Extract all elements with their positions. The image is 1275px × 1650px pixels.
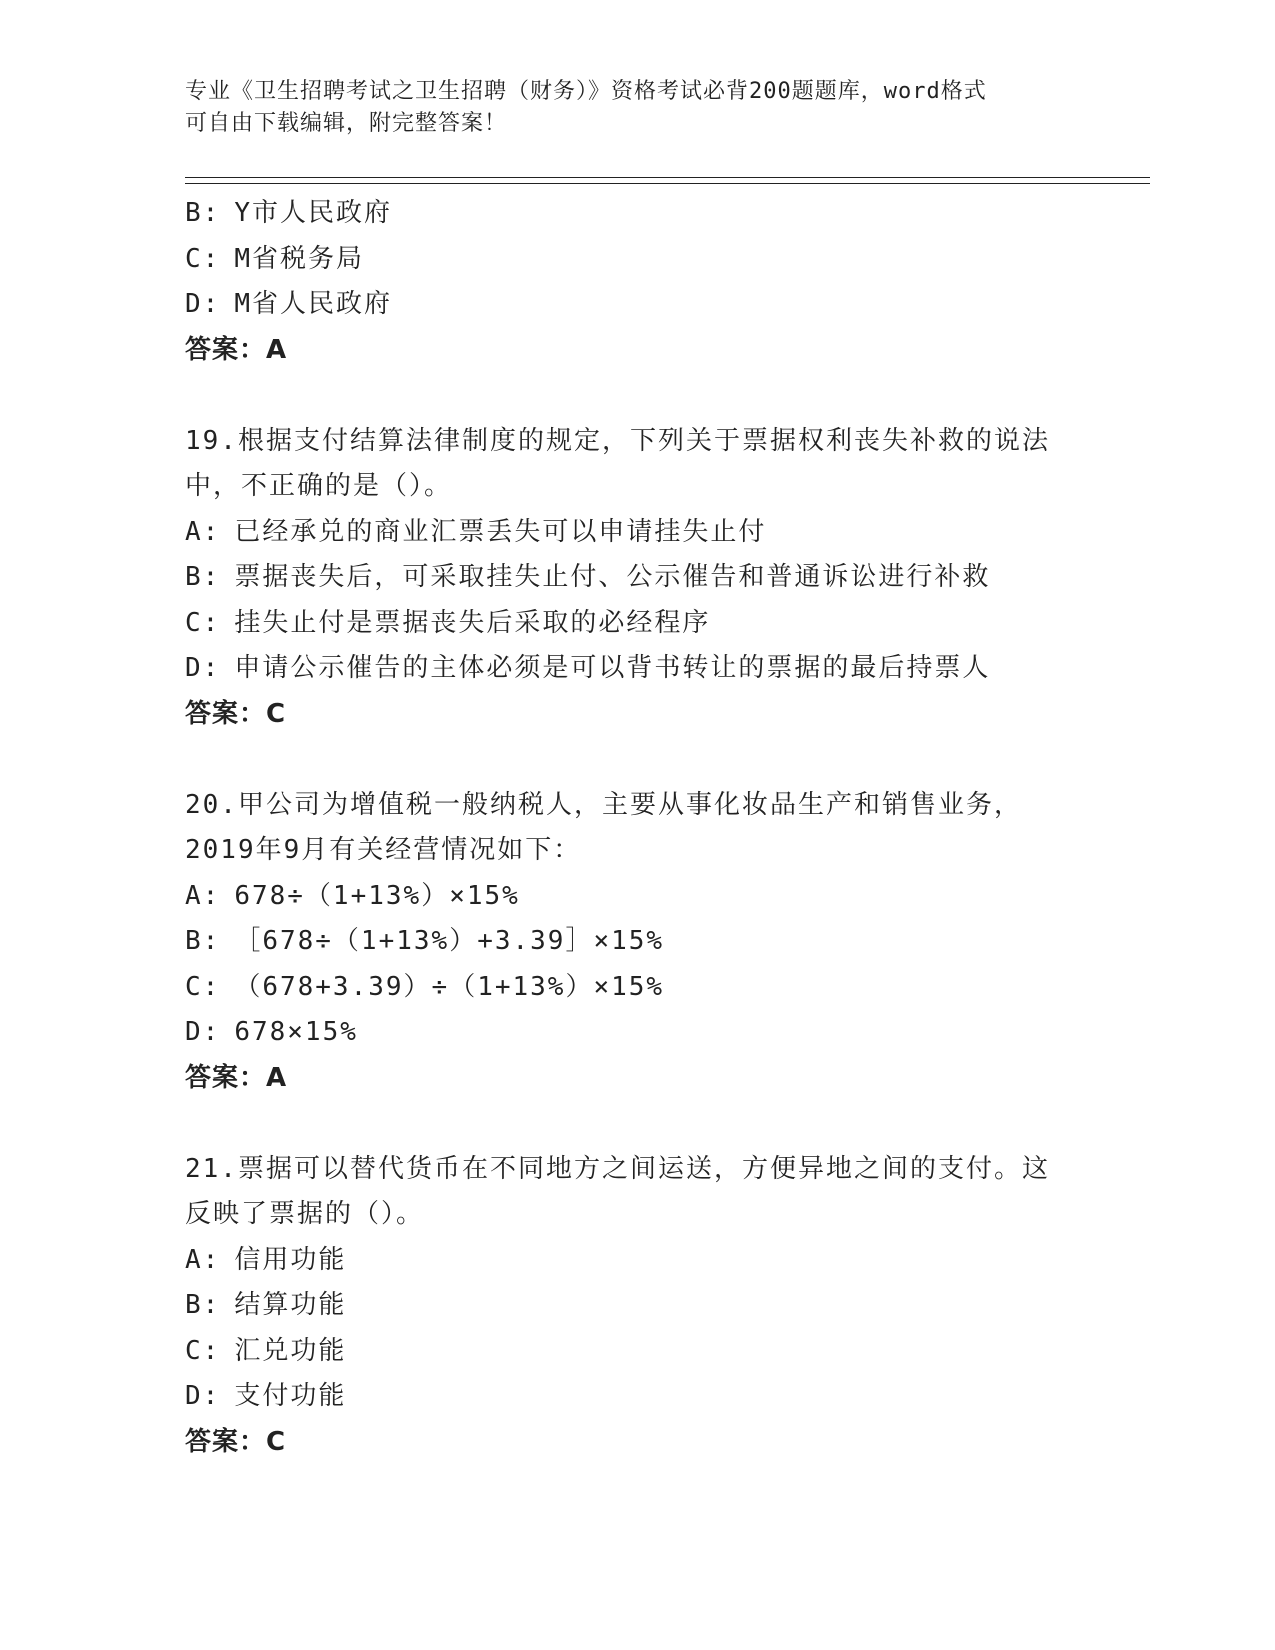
option-b: B: 票据丧失后，可采取挂失止付、公示催告和普通诉讼进行补救 (185, 562, 991, 592)
question-stem-line: 中，不正确的是（）。 (185, 471, 453, 501)
option-d: D: 支付功能 (185, 1381, 347, 1411)
answer: 答案：A (185, 334, 288, 365)
option-d: D: 678×15% (185, 1017, 358, 1047)
question-19 (185, 419, 1105, 738)
option-b: B: Y市人民政府 (185, 198, 392, 228)
answer: 答案：C (185, 698, 287, 729)
document-header (185, 76, 1065, 140)
option-c: C: （678+3.39）÷（1+13%）×15% (185, 971, 665, 1002)
option-b: B: 结算功能 (185, 1290, 347, 1320)
answer: 答案：C (185, 1426, 287, 1457)
option-d: D: 申请公示催告的主体必须是可以背书转让的票据的最后持票人 (185, 653, 991, 683)
header-title-line-2: 可自由下载编辑，附完整答案！ (185, 111, 508, 136)
option-b: B: ［678÷（1+13%）+3.39］×15% (185, 926, 665, 956)
option-a: A: 信用功能 (185, 1244, 347, 1275)
answer: 答案：A (185, 1062, 288, 1093)
header-title-line-1: 专业《卫生招聘考试之卫生招聘（财务）》资格考试必背200题题库，word格式 (185, 79, 987, 104)
question-stem-line: 2019年9月有关经营情况如下： (185, 835, 582, 865)
question-stem-line: 20.甲公司为增值税一般纳税人，主要从事化妆品生产和销售业务， (185, 789, 1022, 820)
option-d: D: M省人民政府 (185, 289, 392, 319)
option-c: C: 挂失止付是票据丧失后采取的必经程序 (185, 607, 711, 638)
question-stem-line: 21.票据可以替代货币在不同地方之间运送，方便异地之间的支付。这 (185, 1153, 1050, 1184)
option-c: C: M省税务局 (185, 243, 364, 274)
question-20 (185, 783, 1105, 1102)
question-stem-line: 19.根据支付结算法律制度的规定，下列关于票据权利丧失补救的说法 (185, 425, 1050, 456)
spacer (185, 373, 1105, 419)
option-a: A: 678÷（1+13%）×15% (185, 880, 520, 911)
question-18-continuation (185, 191, 1105, 373)
spacer (185, 1101, 1105, 1147)
question-21 (185, 1147, 1105, 1466)
option-c: C: 汇兑功能 (185, 1335, 347, 1366)
spacer (185, 737, 1105, 783)
header-divider (185, 177, 1150, 184)
option-a: A: 已经承兑的商业汇票丢失可以申请挂失止付 (185, 516, 767, 547)
question-stem-line: 反映了票据的（）。 (185, 1199, 425, 1229)
question-list (185, 191, 1105, 1465)
